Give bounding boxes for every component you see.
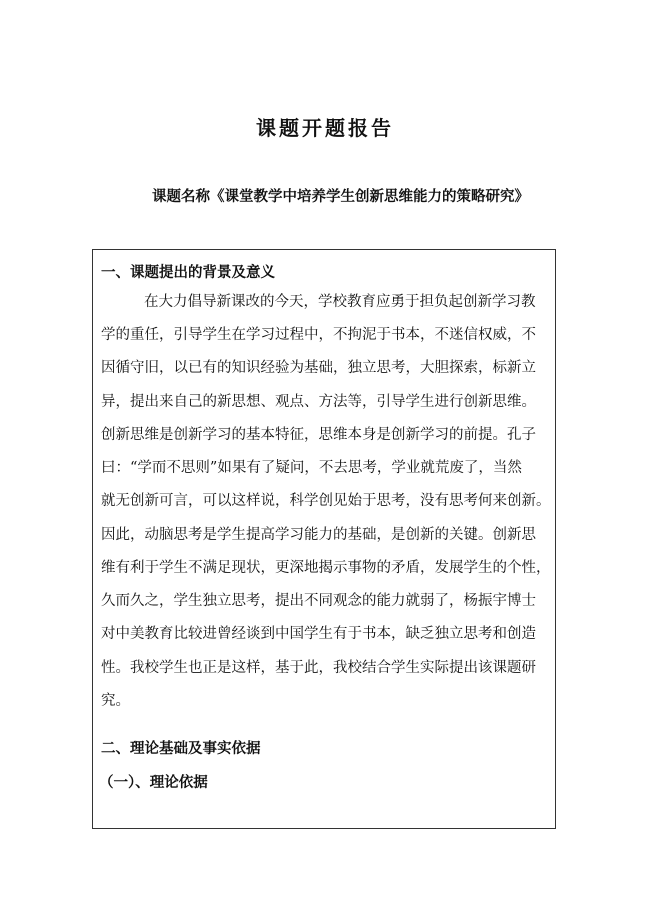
- section-2-subheading: （一）、理论依据: [99, 775, 208, 791]
- report-title: 课题开题报告: [256, 116, 394, 140]
- paragraph-line: 对中美教育比较进曾经谈到中国学生有于书本，缺乏独立思考和创造: [101, 626, 536, 642]
- paragraph-line: 曰：“学而不思则”如果有了疑问，不去思考，学业就荒废了，当然: [101, 460, 522, 476]
- paragraph-line: 就无创新可言，可以这样说，科学创见始于思考，没有思考何来创新。: [101, 493, 551, 509]
- paragraph-line: 性。我校学生也正是这样，基于此，我校结合学生实际提出该课题研: [101, 660, 536, 676]
- paragraph-line: 异，提出来自己的新思想、观点、方法等，引导学生进行创新思维。: [101, 394, 536, 410]
- paragraph-line: 创新思维是创新学习的基本特征，思维本身是创新学习的前提。孔子: [101, 427, 536, 443]
- content-box: [92, 249, 556, 829]
- paragraph-line: 因循守旧，以已有的知识经验为基础，独立思考，大胆探索，标新立: [101, 360, 536, 376]
- paragraph-line: 因此，动脑思考是学生提高学习能力的基础，是创新的关键。创新思: [101, 527, 536, 543]
- section-1-heading: 一、课题提出的背景及意义: [101, 265, 275, 281]
- paragraph-line: 学的重任，引导学生在学习过程中，不拘泥于书本，不迷信权威，不: [101, 327, 536, 343]
- paragraph-line: 究。: [101, 693, 130, 709]
- paragraph-line: 在大力倡导新课改的今天，学校教育应勇于担负起创新学习教: [144, 294, 536, 310]
- section-2-heading: 二、理论基础及事实依据: [101, 741, 261, 757]
- paragraph-line: 久而久之，学生独立思考，提出不同观念的能力就弱了，杨振宇博士: [101, 593, 536, 609]
- topic-name-line: 课题名称《课堂教学中培养学生创新思维能力的策略研究》: [152, 189, 529, 205]
- paragraph-line: 维有利于学生不满足现状，更深地揭示事物的矛盾，发展学生的个性，: [101, 560, 551, 576]
